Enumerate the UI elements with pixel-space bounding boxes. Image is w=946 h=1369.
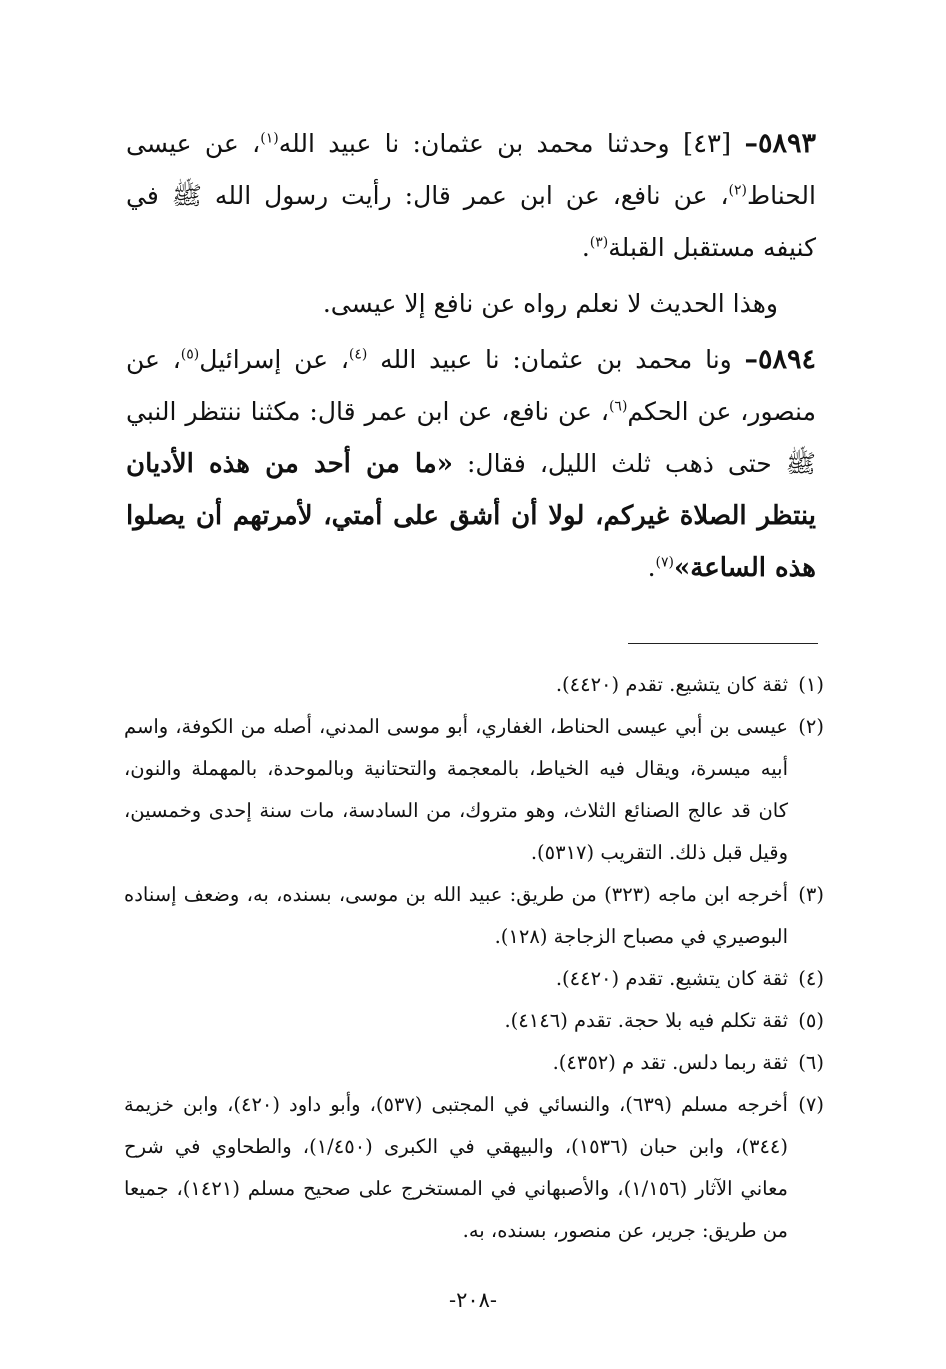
footnote-item — [124, 664, 824, 706]
hadith-5894: ٥٨٩٤– ونا محمد بن عثمان: نا عبيد الله $^{(٤)}$، عن إسرائيل$^{(٥)}$، عن منصور، عن الحكم$^{(٦)}$، عن نافع، عن ابن عمر قال: مكثنا ننتظر النبي ﷺ حتى ذهب ثلث الليل، فقال: «ما من أحد من هذه الأديان ينتظر الصلاة غيركم، لولا أن أشق على أمتي، لأمرتهم أن يصلوا هذه الساعة»$^{(٧)}$. — [126, 344, 817, 583]
footnote-text: ثقة تكلم فيه بلا حجة. تقدم (٤١٤٦). — [504, 1009, 788, 1032]
footnote-item — [124, 1000, 824, 1042]
hadith-number: ٥٨٩٣– — [744, 128, 817, 159]
footnote-number: (٣) — [798, 883, 824, 906]
footnote-text: عيسى بن أبي عيسى الحناط، الغفاري، أبو موسى المدني، أصله من الكوفة، واسم أبيه ميسرة، ويقال فيه الخياط، بالمعجمة والتحتانية وبالموحدة، بالمهملة والنون، كان قد عالج الصنائع الثلاث، وهو متروك، من السادسة، مات سنة إحدى وخمسين، وقيل قبل ذلك. التقريب (٥٣١٧). — [124, 715, 788, 864]
footnote-item — [124, 958, 824, 1000]
hadith-5893: ٥٨٩٣– [٤٣] وحدثنا محمد بن عثمان: نا عبيد الله$^{(١)}$، عن عيسى الحناط$^{(٢)}$، عن نافع، عن ابن عمر قال: رأيت رسول الله ﷺ في كنيفه مستقبل القبلة$^{(٣)}$. — [126, 128, 817, 262]
footnote-text: أخرجه مسلم (٦٣٩)، والنسائي في المجتبى (٥٣٧)، وأبو داود (٤٢٠)، وابن خزيمة (٣٤٤)، وابن حبان (١٥٣٦)، والبيهقي في الكبرى (١/٤٥٠)، والطحاوي في شرح معاني الآثار (١/١٥٦)، والأصبهاني في المستخرج على صحيح مسلم (١٤٢١)، جميعا من طريق: جرير، عن منصور، بسنده، به. — [124, 1093, 788, 1242]
footnote-number: (٤) — [798, 967, 824, 990]
footnote-number: (٧) — [798, 1093, 824, 1116]
footnote-item — [124, 874, 824, 958]
footnote-item — [124, 706, 824, 874]
prophetic-quote: «ما من أحد من هذه الأديان ينتظر الصلاة غيركم، لولا أن أشق على أمتي، لأمرتهم أن يصلوا هذه الساعة» — [126, 449, 816, 583]
footnote-text: أخرجه ابن ماجه (٣٢٣) من طريق: عبيد الله بن موسى، بسنده، به، وضعف إسناده البوصيري في مصباح الزجاجة (١٢٨). — [124, 883, 788, 948]
footnote-ref: (١) — [260, 130, 279, 147]
footnote-item — [124, 1084, 824, 1252]
editor-comment: وهذا الحديث لا نعلم رواه عن نافع إلا عيسى. — [322, 289, 778, 318]
footnote-ref: (٣) — [589, 234, 609, 251]
footnote-number: (٦) — [798, 1051, 824, 1074]
footnote-ref: (٧) — [655, 554, 674, 571]
footnote-text: ثقة كان يتشيع. تقدم (٤٤٢٠). — [555, 673, 788, 696]
footnote-text: ثقة كان يتشيع. تقدم (٤٤٢٠). — [555, 967, 788, 990]
footnote-ref: (٢) — [728, 182, 748, 199]
footnotes — [124, 664, 824, 1252]
footnote-number: (٥) — [798, 1009, 824, 1032]
footnote-ref: (٦) — [608, 398, 628, 415]
main-text — [126, 118, 816, 598]
footnote-number: (١) — [798, 673, 824, 696]
footnote-ref: (٥) — [180, 346, 200, 363]
footnote-item — [124, 1042, 824, 1084]
page-number: -٢٠٨- — [448, 1288, 498, 1312]
footnote-text: ثقة ربما دلس. تقد م (٤٣٥٢). — [552, 1051, 788, 1074]
hadith-bracket-number: [٤٣] — [682, 129, 732, 159]
hadith-number: ٥٨٩٤– — [744, 344, 817, 375]
footnote-ref: (٤) — [348, 346, 368, 363]
footnote-number: (٢) — [798, 715, 824, 738]
footnote-divider — [628, 643, 818, 644]
